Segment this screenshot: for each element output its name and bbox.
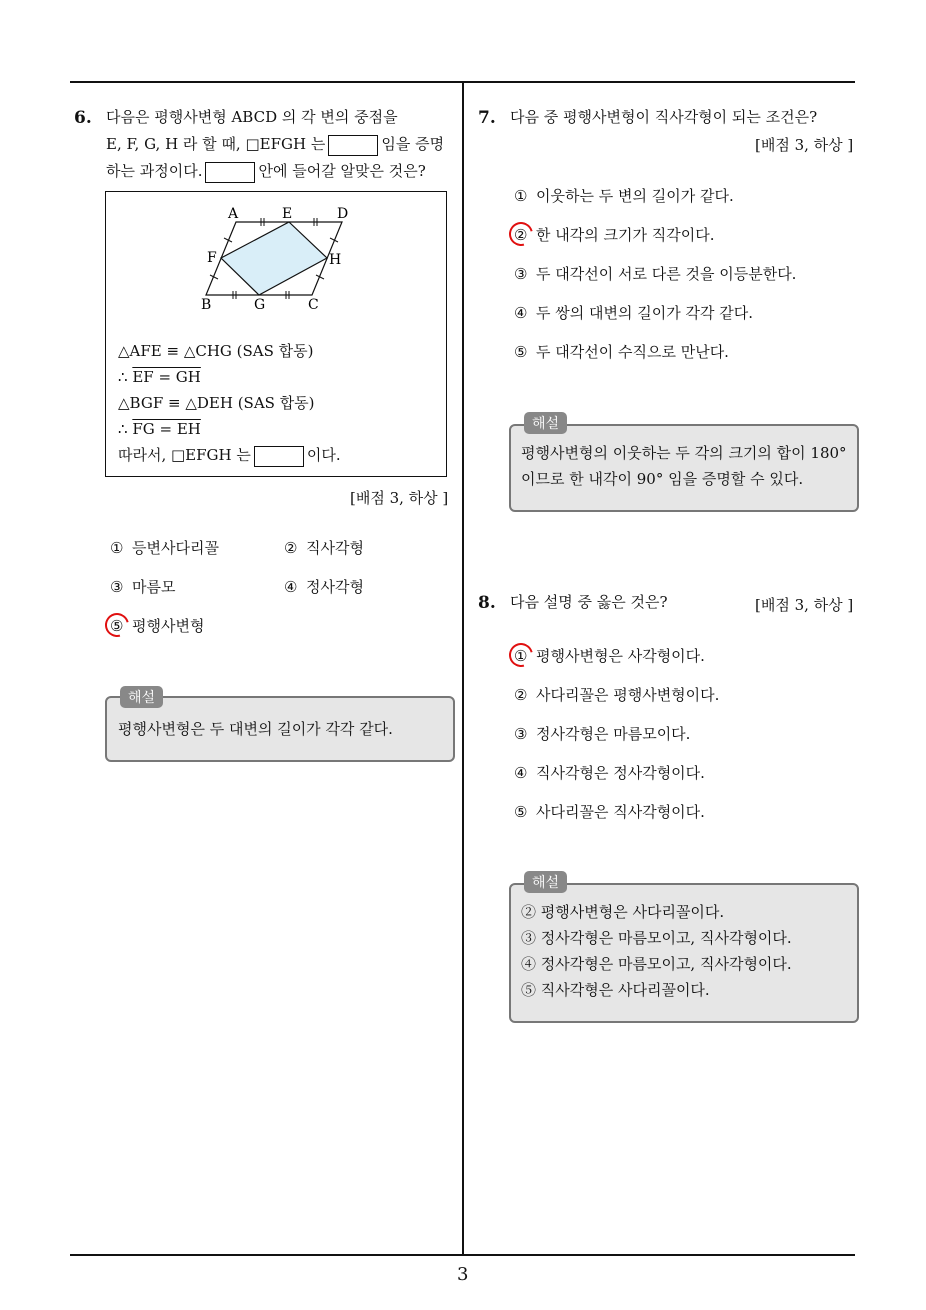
choice-1[interactable]	[514, 185, 734, 206]
choice-text: 직사각형은 정사각형이다.	[536, 764, 705, 782]
choice-number: ④	[514, 304, 528, 322]
explanation-line: ③ 정사각형은 마름모이고, 직사각형이다.	[521, 929, 792, 947]
answer-circle-mark	[505, 639, 538, 672]
label-e: E	[282, 206, 293, 222]
choice-number: ②	[514, 686, 528, 704]
label-b: B	[201, 297, 212, 312]
choice-number: ④	[284, 578, 298, 596]
proof-line	[118, 416, 341, 442]
choice-text: 두 쌍의 대변의 길이가 각각 같다.	[536, 304, 753, 322]
explanation-text: 평행사변형은 두 대변의 길이가 각각 같다.	[118, 720, 393, 738]
proof-line: △BGF ≡ △DEH (SAS 합동)	[118, 394, 315, 412]
choice-2[interactable]	[514, 224, 714, 245]
choice-number: ③	[514, 265, 528, 283]
choice-number: ⑤	[514, 343, 528, 361]
choice-number: ③	[514, 725, 528, 743]
choice-number: ⑤	[110, 617, 124, 635]
choice-number: ③	[110, 578, 124, 596]
score-label: [배점 3, 하상 ]	[755, 136, 854, 154]
question-text-line1: 다음은 평행사변형 ABCD 의 각 변의 중점을	[106, 108, 398, 126]
explanation-line: 이므로 한 내각이 90° 임을 증명할 수 있다.	[521, 470, 804, 488]
choice-text: 정사각형	[306, 578, 364, 596]
choice-5[interactable]	[514, 341, 729, 362]
choice-text: 두 대각선이 수직으로 만난다.	[536, 343, 729, 361]
column-divider	[462, 81, 464, 1256]
question-text-line3	[106, 158, 426, 185]
overline-equation: FG = EH	[132, 420, 201, 438]
question-text: 임을 증명	[381, 135, 445, 153]
question-text: 하는 과정이다.	[106, 162, 203, 180]
choice-number: ①	[110, 539, 124, 557]
parallelogram-figure	[106, 192, 446, 312]
explanation-tag: 해설	[524, 871, 567, 893]
question-text: 안에 들어갈 알맞은 것은?	[258, 162, 426, 180]
question-number: 6.	[74, 108, 92, 128]
overline-equation: EF = GH	[132, 368, 201, 386]
question-text-line2	[106, 131, 444, 158]
question-text: 다음 설명 중 옳은 것은?	[510, 593, 668, 611]
choice-number: ①	[514, 187, 528, 205]
label-f: F	[207, 250, 217, 266]
explanation-text	[521, 899, 792, 1003]
choice-text: 평행사변형	[132, 617, 205, 635]
choice-number: ⑤	[514, 803, 528, 821]
choice-number: ②	[284, 539, 298, 557]
choice-text: 이웃하는 두 변의 길이가 같다.	[536, 187, 734, 205]
conclusion-text: 따라서, □EFGH 는	[118, 446, 251, 464]
proof-line: △AFE ≡ △CHG (SAS 합동)	[118, 342, 314, 360]
choice-text: 등변사다리꼴	[132, 539, 219, 557]
explanation-line: 평행사변형의 이웃하는 두 각의 크기의 합이 180°	[521, 444, 847, 462]
choice-text: 정사각형은 마름모이다.	[536, 725, 691, 743]
answer-circle-mark	[101, 609, 134, 642]
choice-3[interactable]	[514, 723, 690, 744]
choice-3[interactable]	[110, 576, 175, 597]
conclusion-text: 이다.	[306, 446, 341, 464]
quadrilateral-efgh	[221, 222, 327, 295]
choice-text: 한 내각의 크기가 직각이다.	[536, 226, 715, 244]
label-a: A	[228, 206, 239, 222]
choice-text: 두 대각선이 서로 다른 것을 이등분한다.	[536, 265, 797, 283]
answer-blank	[254, 446, 304, 467]
explanation-line: ④ 정사각형은 마름모이고, 직사각형이다.	[521, 955, 792, 973]
page-number: 3	[457, 1264, 469, 1285]
choice-3[interactable]	[514, 263, 796, 284]
answer-blank	[328, 135, 378, 156]
choice-4[interactable]	[514, 302, 753, 323]
choice-text: 마름모	[132, 578, 176, 596]
explanation-line: ② 평행사변형은 사다리꼴이다.	[521, 903, 725, 921]
choice-text: 사다리꼴은 평행사변형이다.	[536, 686, 720, 704]
explanation-text	[521, 440, 847, 492]
question-number: 7.	[478, 108, 496, 128]
score-label: [배점 3, 하상 ]	[755, 596, 854, 614]
question-number: 8.	[478, 593, 496, 613]
question-text: 다음 중 평행사변형이 직사각형이 되는 조건은?	[510, 108, 818, 126]
explanation-tag: 해설	[120, 686, 163, 708]
choice-number: ④	[514, 764, 528, 782]
choice-text: 사다리꼴은 직사각형이다.	[536, 803, 705, 821]
answer-circle-mark	[505, 218, 538, 251]
choice-1[interactable]	[110, 537, 219, 558]
choice-2[interactable]	[514, 684, 719, 705]
explanation-line: ⑤ 직사각형은 사다리꼴이다.	[521, 981, 710, 999]
therefore-symbol: ∴	[118, 368, 128, 386]
therefore-symbol: ∴	[118, 420, 128, 438]
label-c: C	[308, 297, 319, 312]
explanation-tag: 해설	[524, 412, 567, 434]
choice-number: ②	[514, 226, 528, 244]
proof-conclusion	[118, 442, 341, 468]
proof-steps	[118, 338, 341, 468]
answer-blank	[205, 162, 255, 183]
label-d: D	[337, 206, 349, 222]
score-label: [배점 3, 하상 ]	[350, 489, 449, 507]
choice-text: 직사각형	[306, 539, 364, 557]
question-text: E, F, G, H 라 할 때, □EFGH 는	[106, 135, 326, 153]
label-h: H	[329, 252, 342, 268]
label-g: G	[254, 297, 266, 312]
choice-number: ①	[514, 647, 528, 665]
choice-2[interactable]	[284, 537, 364, 558]
proof-line	[118, 364, 341, 390]
choice-4[interactable]	[284, 576, 364, 597]
choice-5[interactable]	[514, 801, 705, 822]
choice-4[interactable]	[514, 762, 705, 783]
choice-1[interactable]	[514, 645, 705, 666]
figure-box	[105, 191, 447, 477]
choice-text: 평행사변형은 사각형이다.	[536, 647, 705, 665]
